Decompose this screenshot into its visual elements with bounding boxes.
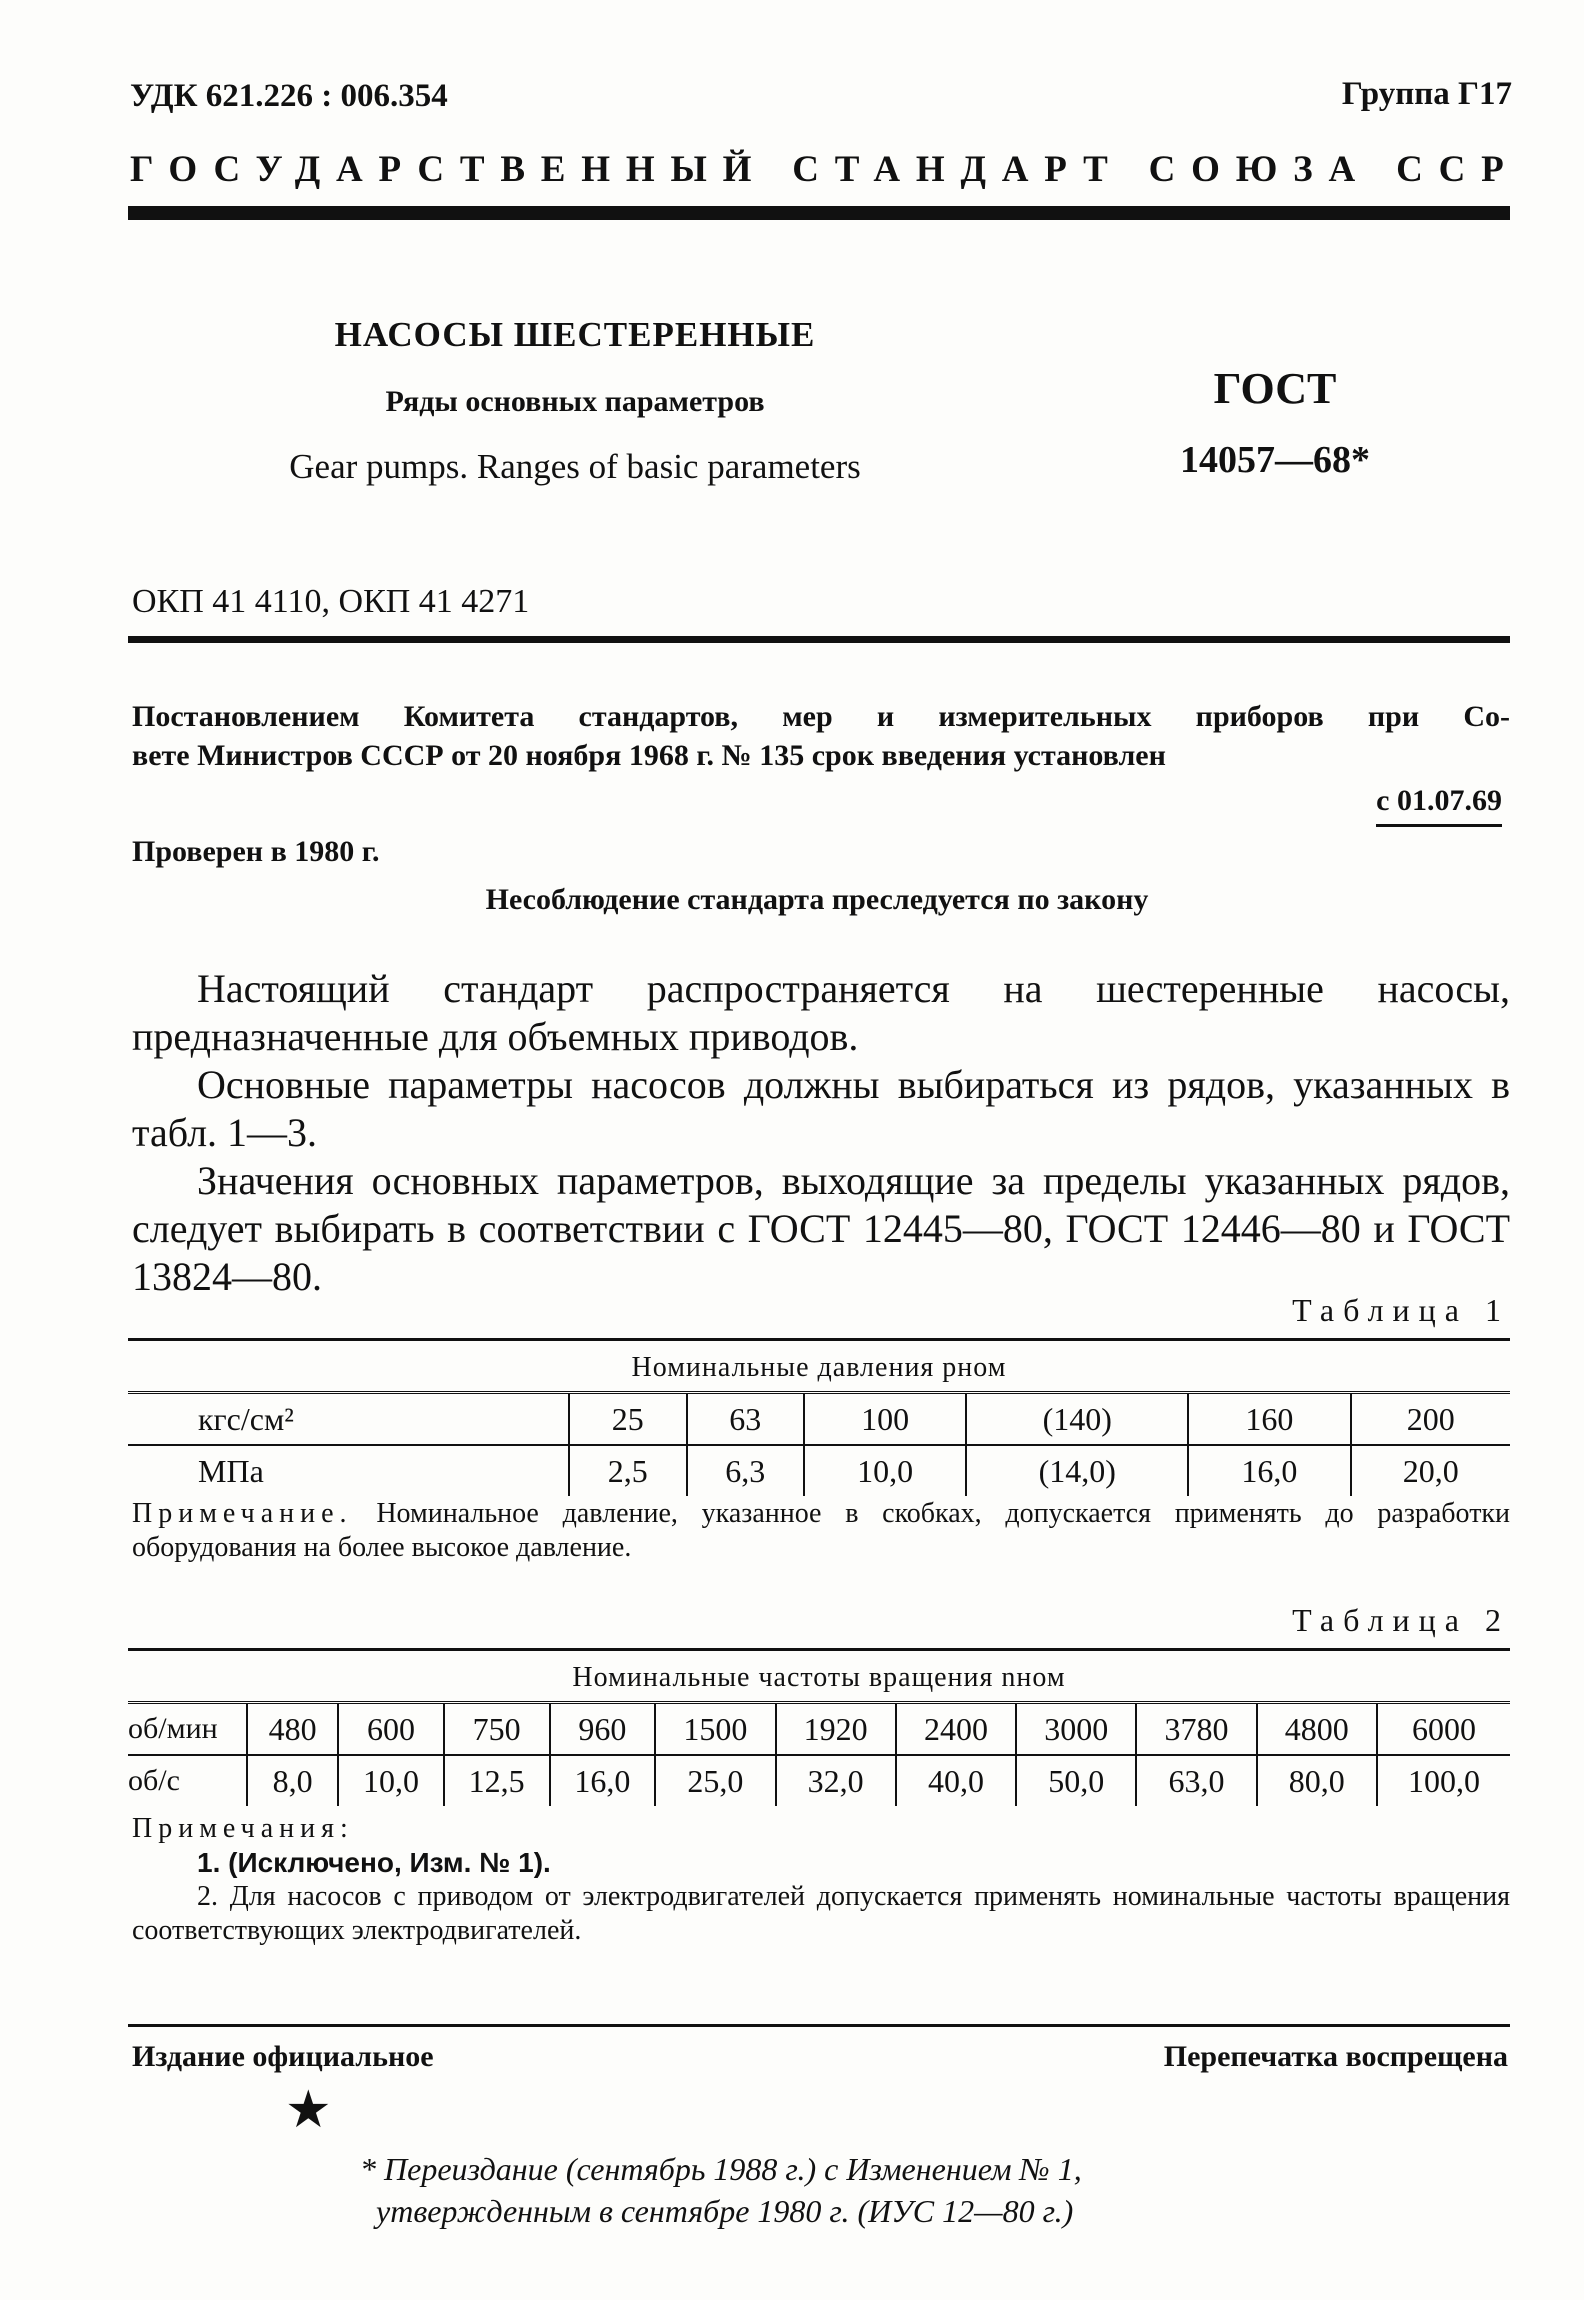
value-cell: 4800	[1257, 1703, 1377, 1756]
table1-header: Номинальные давления pном	[128, 1345, 1510, 1393]
table1-top-rule	[128, 1338, 1510, 1341]
unit-cell: об/с	[128, 1764, 180, 1797]
title-block	[180, 315, 970, 487]
value-cell: 63,0	[1136, 1755, 1256, 1806]
paragraph-scope: Настоящий стандарт распространяется на шестеренные насосы, предназначенные для объемных приводов.	[132, 966, 1510, 1059]
value-cell: 200	[1351, 1393, 1511, 1446]
unit-cell: об/мин	[128, 1703, 247, 1756]
footer-divider	[128, 2024, 1510, 2027]
value-cell: 100,0	[1377, 1755, 1510, 1806]
table2-note-2: 2. Для насосов с приводом от электродвигателей допускается применять номинальные частоты вращения соответствующих электродвигателей.	[132, 1881, 1510, 1946]
table2-row	[128, 1703, 1510, 1756]
decree-line-2: вете Министров СССР от 20 ноября 1968 г. № 135 срок введения установлен	[132, 739, 1166, 772]
value-cell: 10,0	[804, 1445, 966, 1496]
group-code: Группа Г17	[1341, 76, 1512, 112]
value-cell: 16,0	[1188, 1445, 1350, 1496]
gost-number: 14057—68*	[1180, 439, 1370, 481]
okp-divider	[128, 636, 1510, 643]
table2-notes-label: Примечания:	[132, 1813, 354, 1844]
value-cell: 25,0	[655, 1755, 775, 1806]
okp-codes: ОКП 41 4110, ОКП 41 4271	[132, 583, 530, 620]
table1-row	[128, 1445, 1510, 1496]
table2-notes	[132, 1812, 1510, 1948]
value-cell: 6000	[1377, 1703, 1510, 1756]
table1-note	[132, 1497, 1510, 1565]
value-cell: 1920	[776, 1703, 896, 1756]
paragraph-out-of-range: Значения основных параметров, выходящие за пределы указанных рядов, следует выбирать в соответствии с ГОСТ 12445—80, ГОСТ 12446—80 и ГОСТ 13824—80.	[132, 1158, 1510, 1299]
effective-date: с 01.07.69	[1376, 784, 1502, 827]
noncompliance-notice: Несоблюдение стандарта преследуется по закону	[485, 883, 1149, 916]
gost-label: ГОСТ	[1213, 364, 1337, 413]
value-cell: 2400	[896, 1703, 1016, 1756]
value-cell: 100	[804, 1393, 966, 1446]
value-cell: 8,0	[247, 1755, 338, 1806]
table1-pressures	[128, 1345, 1510, 1496]
english-title: Gear pumps. Ranges of basic parameters	[289, 447, 861, 486]
decree-line-1: Постановлением Комитета стандартов, мер и измерительных приборов при Со-	[132, 700, 1510, 733]
value-cell: 80,0	[1257, 1755, 1377, 1806]
footnote-line-1: * Переиздание (сентябрь 1988 г.) с Изменением № 1,	[360, 2151, 1082, 2187]
checked-year: Проверен в 1980 г.	[132, 835, 380, 868]
value-cell: (14,0)	[966, 1445, 1188, 1496]
value-cell: 3780	[1136, 1703, 1256, 1756]
value-cell: 1500	[655, 1703, 775, 1756]
paragraph-parameters: Основные параметры насосов должны выбираться из рядов, указанных в табл. 1—3.	[132, 1062, 1510, 1155]
value-cell: 10,0	[338, 1755, 444, 1806]
value-cell: 40,0	[896, 1755, 1016, 1806]
value-cell: 2,5	[569, 1445, 687, 1496]
value-cell: 6,3	[687, 1445, 805, 1496]
value-cell: 12,5	[444, 1755, 550, 1806]
value-cell: 960	[550, 1703, 656, 1756]
value-cell: 63	[687, 1393, 805, 1446]
gost-block	[1140, 363, 1410, 482]
value-cell: 750	[444, 1703, 550, 1756]
footnote	[360, 2148, 1082, 2232]
table2-caption: Таблица 2	[1292, 1602, 1510, 1638]
value-cell: 50,0	[1016, 1755, 1136, 1806]
unit-cell: кгс/см²	[128, 1393, 569, 1446]
value-cell: 600	[338, 1703, 444, 1756]
state-standard-title: ГОСУДАРСТВЕННЫЙ СТАНДАРТ СОЮЗА ССР	[130, 149, 1520, 190]
table2-speeds	[128, 1655, 1510, 1806]
table2-header: Номинальные частоты вращения nном	[128, 1655, 1510, 1703]
table2-note-1: 1. (Исключено, Изм. № 1).	[197, 1847, 551, 1878]
value-cell: 32,0	[776, 1755, 896, 1806]
table2-top-rule	[128, 1648, 1510, 1651]
document-subtitle: Ряды основных параметров	[385, 385, 765, 418]
value-cell: 20,0	[1351, 1445, 1511, 1496]
udk-code: УДК 621.226 : 006.354	[130, 78, 448, 114]
document-title: НАСОСЫ ШЕСТЕРЕННЫЕ	[334, 315, 816, 354]
value-cell: 25	[569, 1393, 687, 1446]
table1-row	[128, 1393, 1510, 1446]
footnote-line-2: утвержденным в сентябре 1980 г. (ИУС 12—80 г.)	[376, 2193, 1074, 2229]
value-cell: 16,0	[550, 1755, 656, 1806]
value-cell: 160	[1188, 1393, 1350, 1446]
table1-caption: Таблица 1	[1292, 1292, 1510, 1328]
value-cell: (140)	[966, 1393, 1188, 1446]
official-edition: Издание официальное	[132, 2040, 434, 2073]
reprint-prohibited: Перепечатка воспрещена	[1163, 2040, 1508, 2073]
body-text	[132, 965, 1510, 1301]
unit-cell: МПа	[198, 1452, 264, 1489]
table1-note-text: Номинальное давление, указанное в скобках, допускается применять до разработки оборудования на более высокое давление.	[132, 1498, 1511, 1563]
value-cell: 3000	[1016, 1703, 1136, 1756]
star-icon: ★	[285, 2082, 332, 2139]
table1-note-label: Примечание.	[132, 1498, 353, 1529]
table2-row	[128, 1755, 1510, 1806]
value-cell: 480	[247, 1703, 338, 1756]
header-divider	[128, 206, 1510, 220]
